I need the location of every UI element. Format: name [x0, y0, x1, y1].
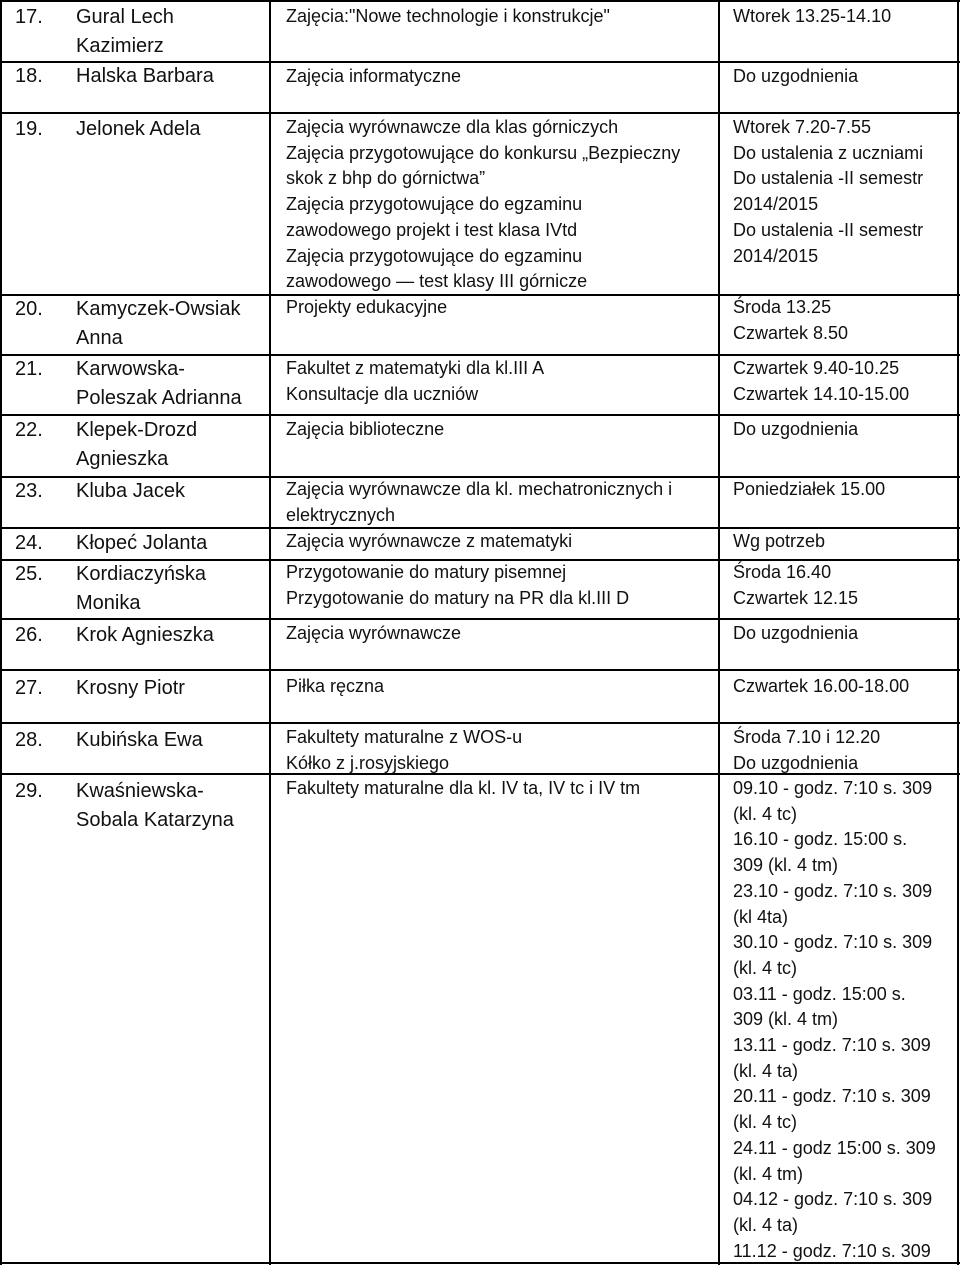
activity: Zajęcia wyrównawcze dla klas górniczych Zajęcia przygotowujące do konkursu „Bezpieczny skok z bhp do górnictwa” Zajęcia przygotowujące do egzaminu zawodowego projekt i test klasa IVtd Zajęcia przygotowujące do egzaminu zawodowego — test klasy III górnicze	[286, 117, 681, 292]
teacher-name: Krosny Piotr	[76, 677, 185, 699]
schedule: Do uzgodnienia	[733, 66, 859, 86]
teacher-name: Jelonek Adela	[76, 118, 201, 140]
schedule: Czwartek 9.40-10.25 Czwartek 14.10-15.00	[733, 358, 910, 404]
row-number: 28.	[15, 729, 43, 751]
activity: Zajęcia biblioteczne	[286, 419, 445, 439]
row-number: 17.	[15, 6, 43, 28]
schedule: Wg potrzeb	[733, 531, 826, 551]
teacher-name: Kwaśniewska- Sobala Katarzyna	[76, 780, 234, 831]
teacher-name: Kłopeć Jolanta	[76, 532, 208, 554]
activity: Fakultety maturalne dla kl. IV ta, IV tc i IV tm	[286, 778, 641, 798]
activity: Piłka ręczna	[286, 676, 385, 696]
activity: Zajęcia informatyczne	[286, 66, 462, 86]
row-divider	[0, 618, 960, 620]
row-number: 26.	[15, 624, 43, 646]
activity: Fakultety maturalne z WOS-u Kółko z j.rosyjskiego	[286, 727, 523, 773]
row-number: 21.	[15, 358, 43, 380]
schedule: Do uzgodnienia	[733, 623, 859, 643]
row-number: 29.	[15, 780, 43, 802]
teacher-name: Kordiaczyńska Monika	[76, 563, 207, 614]
teacher-name: Kluba Jacek	[76, 480, 185, 502]
teacher-name: Krok Agnieszka	[76, 624, 214, 646]
row-number: 19.	[15, 118, 43, 140]
row-divider	[0, 669, 960, 671]
column-divider	[718, 0, 720, 1265]
column-divider	[957, 0, 959, 1265]
row-number: 24.	[15, 532, 43, 554]
activity: Zajęcia wyrównawcze dla kl. mechatronicznych i elektrycznych	[286, 479, 673, 525]
activity: Przygotowanie do matury pisemnej Przygotowanie do matury na PR dla kl.III D	[286, 562, 630, 608]
activity: Projekty edukacyjne	[286, 297, 448, 317]
schedule: Środa 16.40 Czwartek 12.15	[733, 562, 859, 608]
activity: Zajęcia wyrównawcze	[286, 623, 462, 643]
schedule: Środa 7.10 i 12.20 Do uzgodnienia	[733, 727, 881, 773]
activity: Zajęcia:"Nowe technologie i konstrukcje"	[286, 6, 610, 26]
schedule: Wtorek 7.20-7.55 Do ustalenia z uczniami Do ustalenia -II semestr 2014/2015 Do ustalenia -II semestr 2014/2015	[733, 117, 924, 266]
row-number: 18.	[15, 65, 43, 87]
schedule: Czwartek 16.00-18.00	[733, 676, 910, 696]
row-divider	[0, 112, 960, 114]
column-divider	[0, 0, 2, 1265]
row-number: 25.	[15, 563, 43, 585]
teacher-name: Halska Barbara	[76, 65, 214, 87]
activity: Fakultet z matematyki dla kl.III A Konsultacje dla uczniów	[286, 358, 545, 404]
teacher-name: Kubińska Ewa	[76, 729, 203, 751]
row-number: 27.	[15, 677, 43, 699]
schedule: Poniedziałek 15.00	[733, 479, 886, 499]
row-number: 23.	[15, 480, 43, 502]
teacher-name: Gural Lech Kazimierz	[76, 6, 174, 57]
column-divider	[269, 0, 271, 1265]
schedule: Wtorek 13.25-14.10	[733, 6, 892, 26]
teacher-name: Karwowska- Poleszak Adrianna	[76, 358, 242, 409]
row-number: 22.	[15, 419, 43, 441]
row-divider	[0, 0, 960, 2]
schedule: Do uzgodnienia	[733, 419, 859, 439]
teacher-name: Klepek-Drozd Agnieszka	[76, 419, 198, 470]
schedule: Środa 13.25 Czwartek 8.50	[733, 297, 849, 343]
activity: Zajęcia wyrównawcze z matematyki	[286, 531, 573, 551]
schedule: 09.10 - godz. 7:10 s. 309 (kl. 4 tc) 16.10 - godz. 15:00 s. 309 (kl. 4 tm) 23.10 - godz. 7:10 s. 309 (kl 4ta) 30.10 - godz. 7:10 s. 309 (kl. 4 tc) 03.11 - godz. 15:00 s. 309 (kl. 4 tm) 13.11 - godz. 7:10 s. 309 (kl. 4 ta) 20.11 - godz. 7:10 s. 309 (kl. 4 tc) 24.11 - godz 15:00 s. 309 (kl. 4 tm) 04.12 - godz. 7:10 s. 309 (kl. 4 ta) 11.12 - godz. 7:10 s. 309	[733, 778, 936, 1261]
row-number: 20.	[15, 298, 43, 320]
row-divider	[0, 722, 960, 724]
teacher-name: Kamyczek-Owsiak Anna	[76, 298, 241, 349]
